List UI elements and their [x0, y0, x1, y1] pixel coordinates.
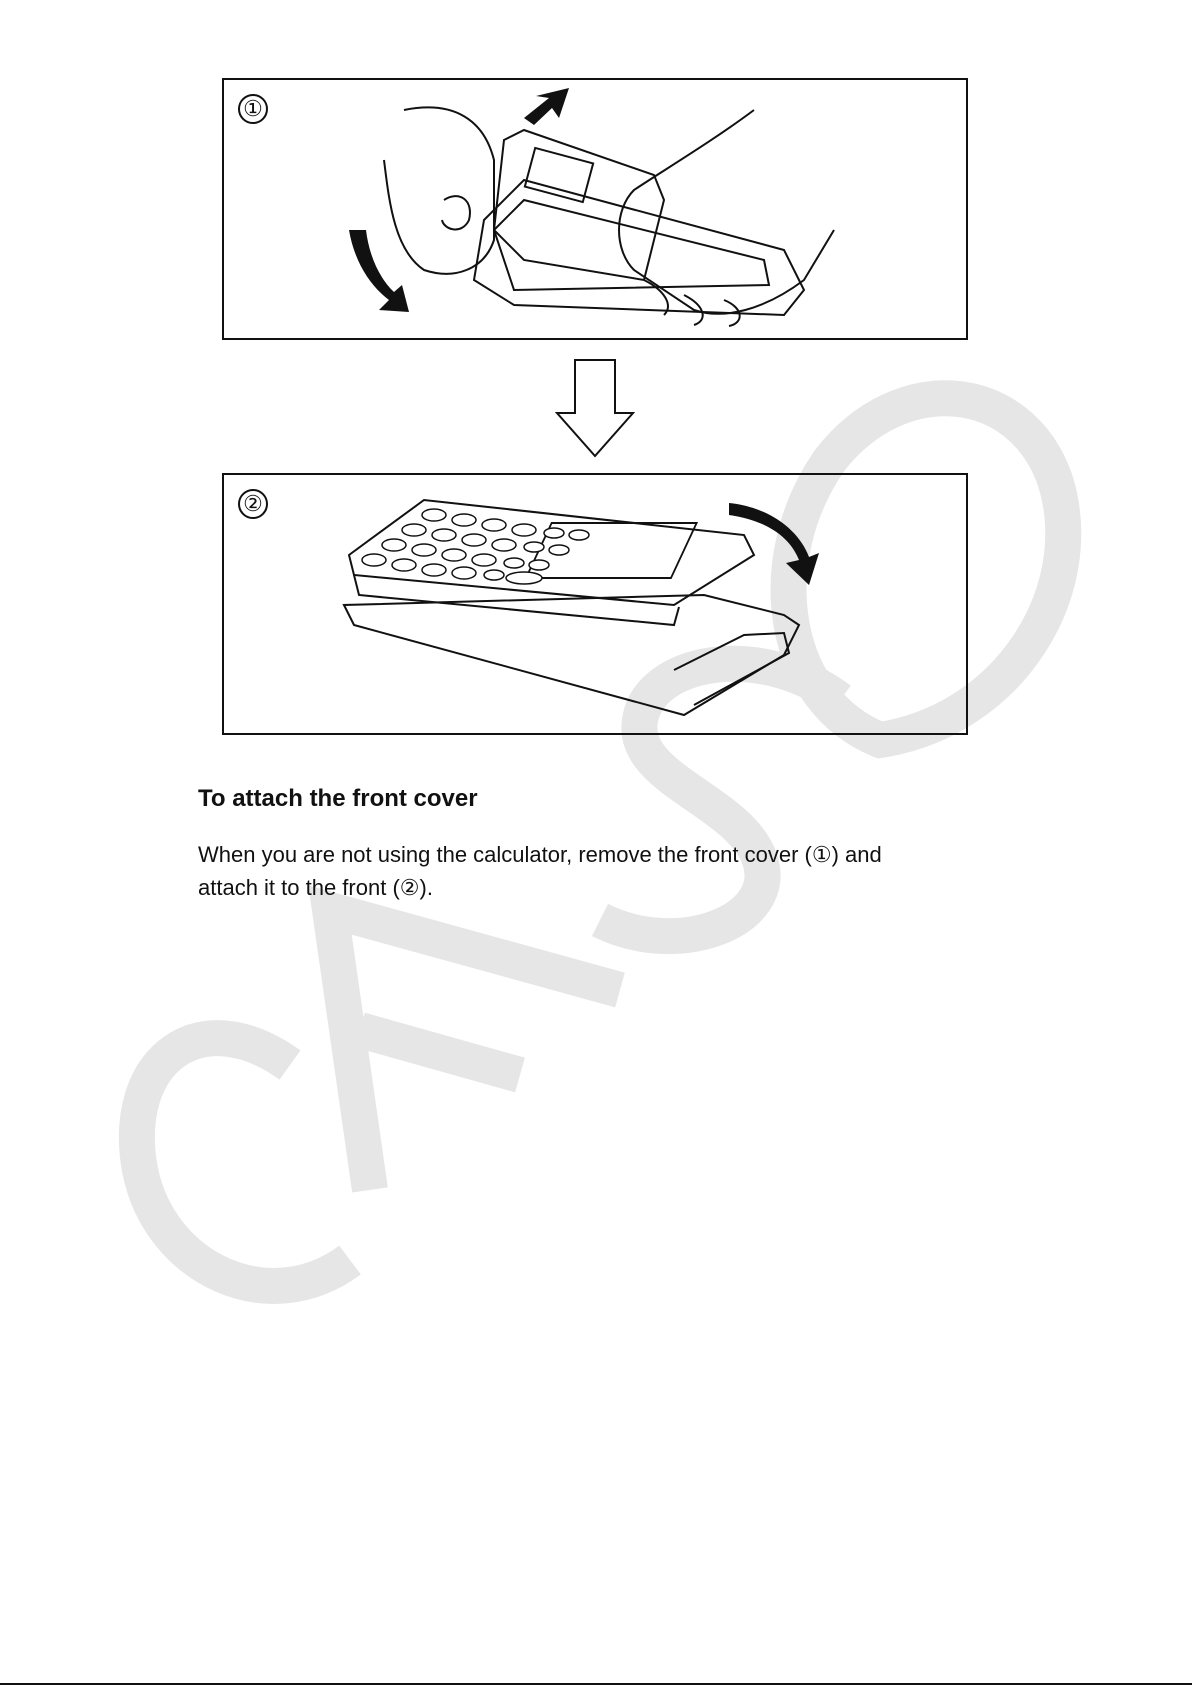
- curved-arrow-down-icon: [224, 475, 966, 733]
- arrow-up-icon: [224, 80, 966, 338]
- figure-panel-2: [222, 473, 968, 735]
- body-line-1: When you are not using the calculator, remove the front cover (①) and: [198, 842, 882, 867]
- step-number-2: ②: [238, 489, 268, 519]
- section-body: [198, 838, 998, 904]
- step-number-1: ①: [238, 94, 268, 124]
- hollow-down-arrow-icon: [555, 358, 635, 458]
- body-line-2: attach it to the front (②).: [198, 875, 433, 900]
- section-heading: To attach the front cover: [198, 785, 478, 812]
- figure-panel-1: [222, 78, 968, 340]
